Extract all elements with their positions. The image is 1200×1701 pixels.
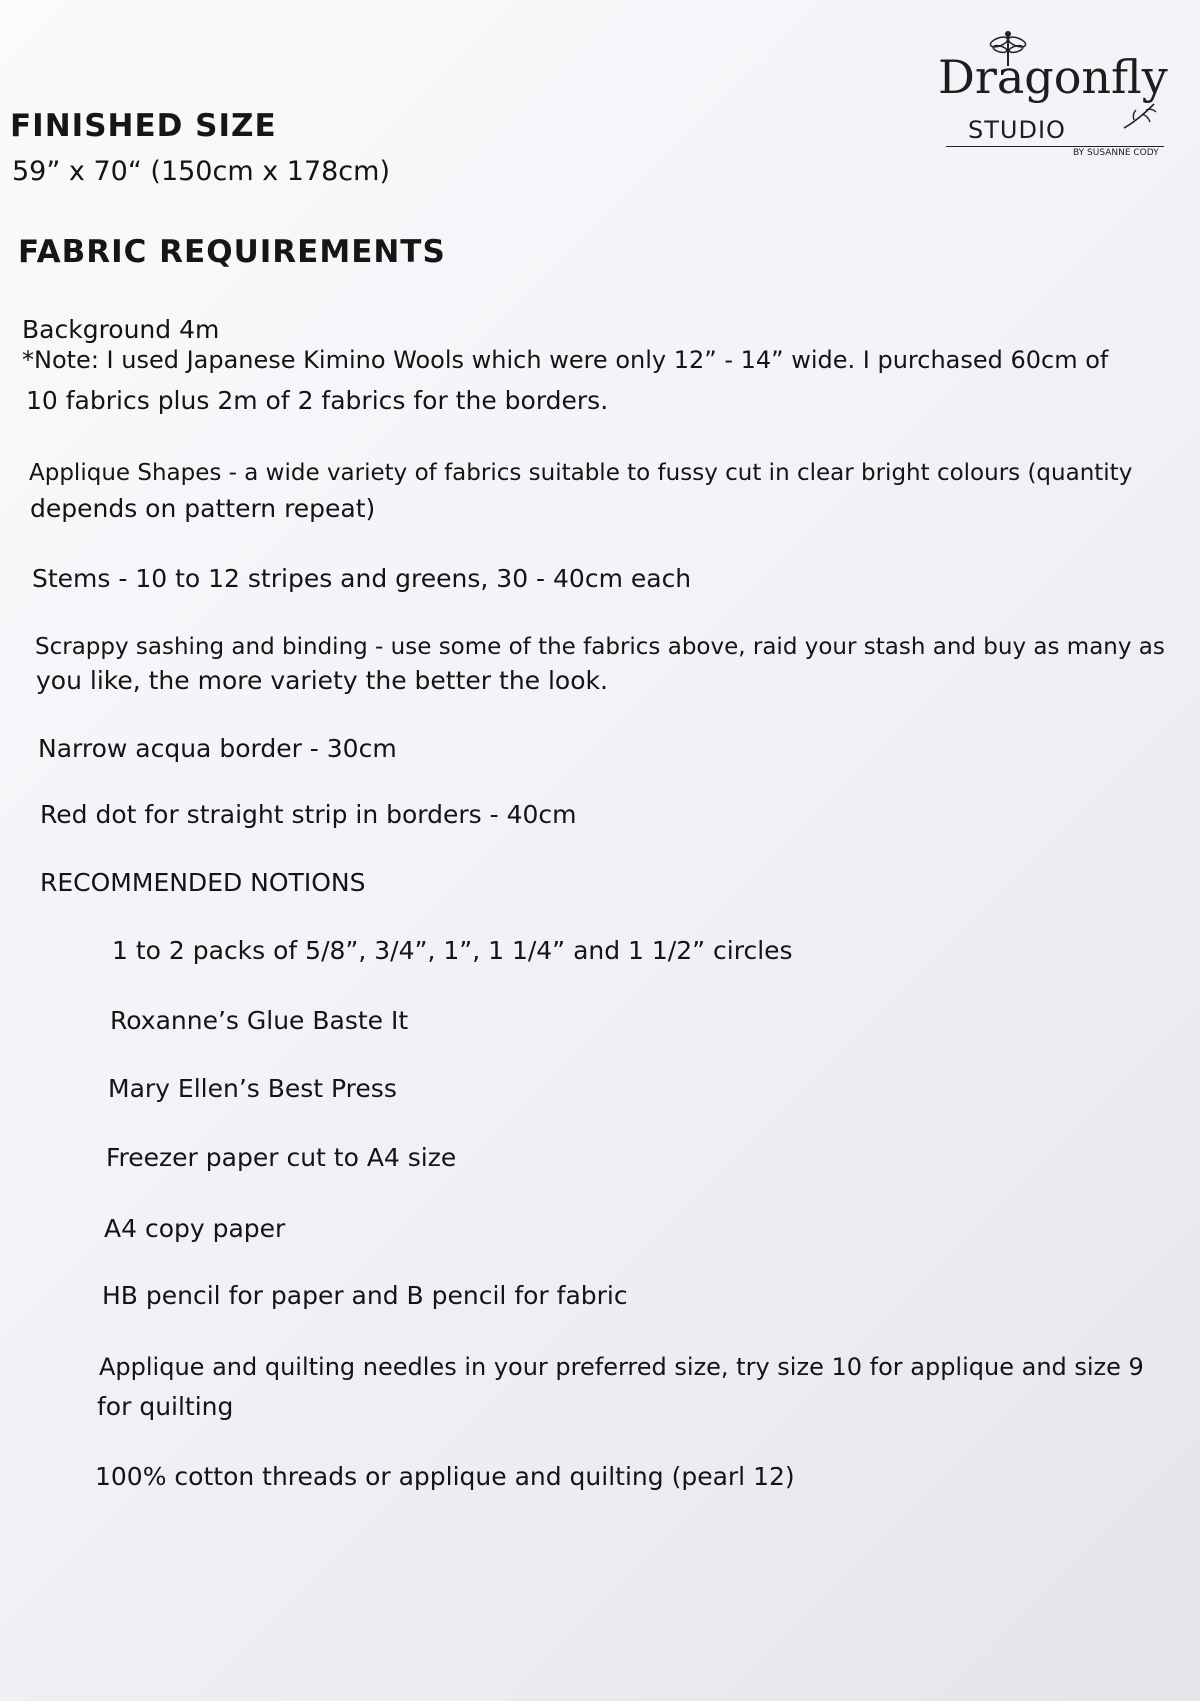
note-line-2: 10 fabrics plus 2m of 2 fabrics for the borders. (26, 386, 609, 415)
notion-item: HB pencil for paper and B pencil for fabric (102, 1281, 628, 1310)
dragonfly-studio-logo (938, 28, 1168, 163)
logo-title: Dragonfly (938, 50, 1168, 104)
sashing-line-2: you like, the more variety the better the look. (36, 666, 608, 695)
applique-line-2: depends on pattern repeat) (30, 494, 376, 523)
recommended-notions-heading: RECOMMENDED NOTIONS (40, 868, 366, 897)
finished-size-heading: FINISHED SIZE (10, 108, 277, 144)
applique-line-1: Applique Shapes - a wide variety of fabrics suitable to fussy cut in clear bright colours (quantity (29, 460, 1133, 486)
notion-item: for quilting (97, 1392, 234, 1421)
fabric-requirements-heading: FABRIC REQUIREMENTS (18, 234, 446, 270)
note-line-1: *Note: I used Japanese Kimino Wools which were only 12” - 14” wide. I purchased 60cm of (22, 346, 1109, 374)
finished-size-value: 59” x 70“ (150cm x 178cm) (12, 156, 390, 187)
red-dot-line: Red dot for straight strip in borders - 40cm (40, 800, 577, 829)
notion-item: Applique and quilting needles in your preferred size, try size 10 for applique and size 9 (99, 1353, 1144, 1381)
sprig-icon (1120, 98, 1160, 132)
notion-item: 100% cotton threads or applique and quilting (pearl 12) (95, 1462, 795, 1491)
background-line: Background 4m (22, 315, 220, 344)
stems-line: Stems - 10 to 12 stripes and greens, 30 - 40cm each (32, 564, 692, 593)
notion-item: Mary Ellen’s Best Press (108, 1074, 397, 1103)
notion-item: Freezer paper cut to A4 size (106, 1143, 457, 1172)
logo-byline: BY SUSANNE CODY (1073, 148, 1159, 158)
logo-divider (946, 146, 1164, 147)
notion-item: Roxanne’s Glue Baste It (110, 1006, 409, 1035)
notion-item: 1 to 2 packs of 5/8”, 3/4”, 1”, 1 1/4” and 1 1/2” circles (112, 936, 793, 965)
sashing-line-1: Scrappy sashing and binding - use some of the fabrics above, raid your stash and buy as many as (35, 634, 1165, 660)
narrow-border-line: Narrow acqua border - 30cm (38, 734, 397, 763)
logo-subtitle: STUDIO (968, 116, 1066, 144)
notion-item: A4 copy paper (104, 1214, 286, 1243)
